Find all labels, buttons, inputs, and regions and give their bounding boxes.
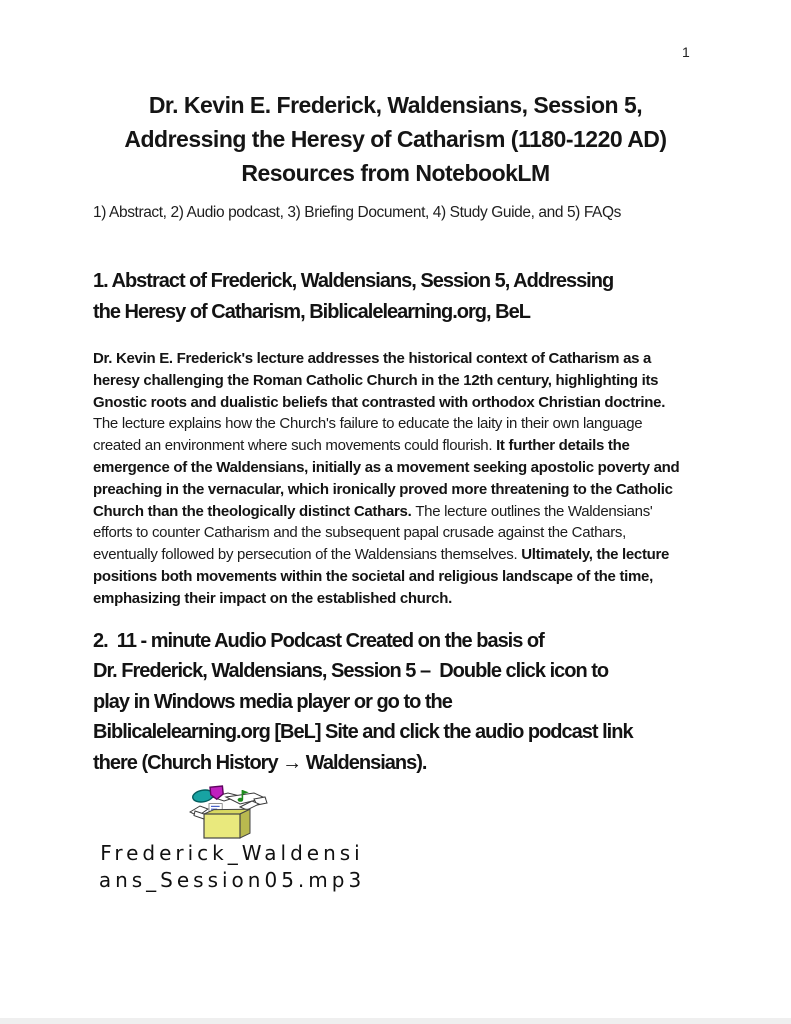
abstract-section-heading: 1. Abstract of Frederick, Waldensians, Session 5, Addressing the Heresy of Catharism, Biblicalelearning.org, BeL [93,270,614,323]
open-box-icon [194,809,250,838]
audio-package-icon[interactable] [188,784,270,842]
abstract-paragraph: Dr. Kevin E. Frederick's lecture addresses the historical context of Catharism as a heresy challenging the Roman Catholic Church in the 12th century, highlighting its Gnostic roots and dualistic beliefs that contrasted with orthodox Christian doctrine. The lecture explains how the Church's failure to educate the laity in their own language created an environment where such movements could flourish. It further details the emergence of the Waldensians, initially as a movement seeking apostolic poverty and preaching in the vernacular, which ironically proved more threatening to the Catholic Church than the theologically distinct Cathars. The lecture outlines the Waldensians' efforts to counter Catharism and the subsequent papal crusade against the Cathars, eventually followed by persecution of the Waldensians themselves. Ultimately, the lecture positions both movements within the societal and religious landscape of the time, emphasizing their impact on the established church. [93,350,680,607]
page-bottom-edge [0,1018,791,1024]
page-number: 1 [682,44,690,60]
resource-list-line: 1) Abstract, 2) Audio podcast, 3) Briefing Document, 4) Study Guide, and 5) FAQs [93,204,622,221]
document-title: Dr. Kevin E. Frederick, Waldensians, Session 5, Addressing the Heresy of Catharism (1180-1220 AD) Resources from NotebookLM [124,92,667,186]
podcast-section-heading: 2. 11 - minute Audio Podcast Created on the basis of Dr. Frederick, Waldensians, Session 5 – Double click icon to play in Windows media player or go to the Biblicalelearning.org [BeL] Site and click the audio podcast link there (Church History → Waldensians). [93,630,633,774]
mp3-filename: Frederick_Waldensi ans_Session05.mp3 [98,841,366,892]
